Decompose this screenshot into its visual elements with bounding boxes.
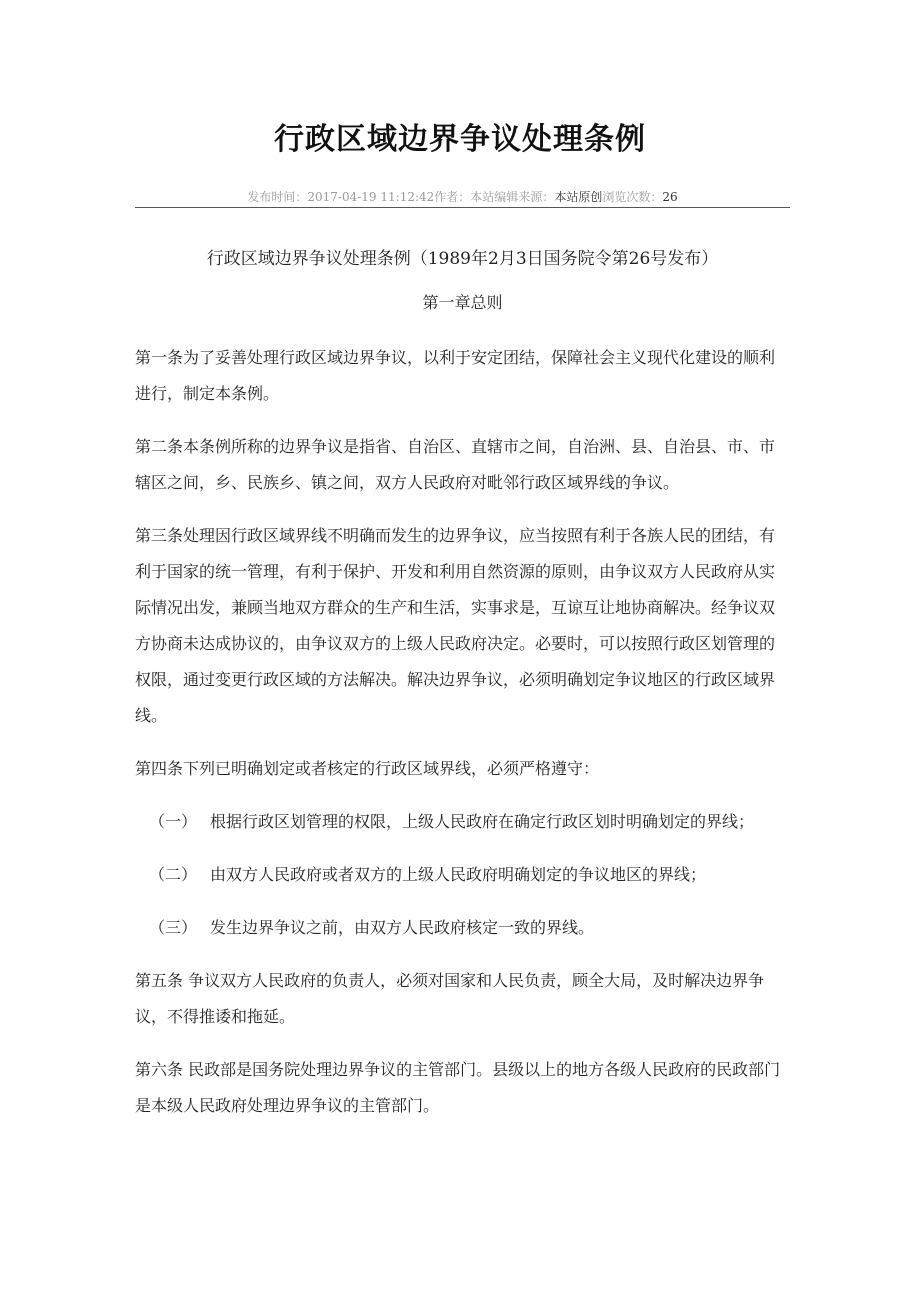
article-3: 第三条处理因行政区域界线不明确而发生的边界争议，应当按照有利于各族人民的团结，有利于国家的统一管理，有利于保护、开发和利用自然资源的原则，由争议双方人民政府从实际情况出发，兼顾当地双方群众的生产和生活，实事求是，互谅互让地协商解决。经争议双方协商未达成协议的，由争议双方的上级人民政府决定。必要时，可以按照行政区划管理的权限，通过变更行政区域的方法解决。解决边界争议，必须明确划定争议地区的行政区域界线。 [135,526,776,725]
published-value: 2017-04-19 11:12:42 [307,190,435,204]
published-label: 发布时间： [247,190,308,204]
chapter-heading: 第一章总则 [422,293,503,312]
article-6: 第六条 民政部是国务院处理边界争议的主管部门。县级以上的地方各级人民政府的民政部门是本级人民政府处理边界争议的主管部门。 [135,1060,781,1115]
views-label: 浏览次数： [602,190,663,204]
list-item [135,857,790,893]
article-4: 第四条下列已明确划定或者核定的行政区域界线，必须严格遵守： [135,759,600,778]
list-item-number: （三） [149,918,198,937]
article-body [135,340,790,1141]
article-meta [135,188,790,205]
author-label: 作者： [434,190,471,204]
views-count: 26 [662,190,678,204]
list-item [135,804,790,840]
document-subtitle: 行政区域边界争议处理条例（1989年2月3日国务院令第26号发布） [206,249,719,269]
source-label: 来源： [518,190,555,204]
source-value: 本站原创 [554,190,603,204]
list-item-text: 根据行政区划管理的权限，上级人民政府在确定行政区划时明确划定的界线； [210,812,755,831]
article-2: 第二条本条例所称的边界争议是指省、自治区、直辖市之间，自治洲、县、自治县、市、市辖区之间，乡、民族乡、镇之间，双方人民政府对毗邻行政区域界线的争议。 [135,437,776,492]
article-1: 第一条为了妥善处理行政区域边界争议，以利于安定团结，保障社会主义现代化建设的顺利进行，制定本条例。 [135,348,776,403]
article-5: 第五条 争议双方人民政府的负责人，必须对国家和人民负责，顾全大局，及时解决边界争议，不得推诿和拖延。 [135,971,765,1026]
page-title: 行政区域边界争议处理条例 [274,122,646,157]
list-item-text: 发生边界争议之前，由双方人民政府核定一致的界线。 [210,918,595,937]
author-value: 本站编辑 [470,190,519,204]
header-divider [135,207,790,208]
list-item-text: 由双方人民政府或者双方的上级人民政府明确划定的争议地区的界线； [210,865,707,884]
list-item-number: （二） [149,865,198,884]
list-item [135,910,790,946]
list-item-number: （一） [149,812,198,831]
